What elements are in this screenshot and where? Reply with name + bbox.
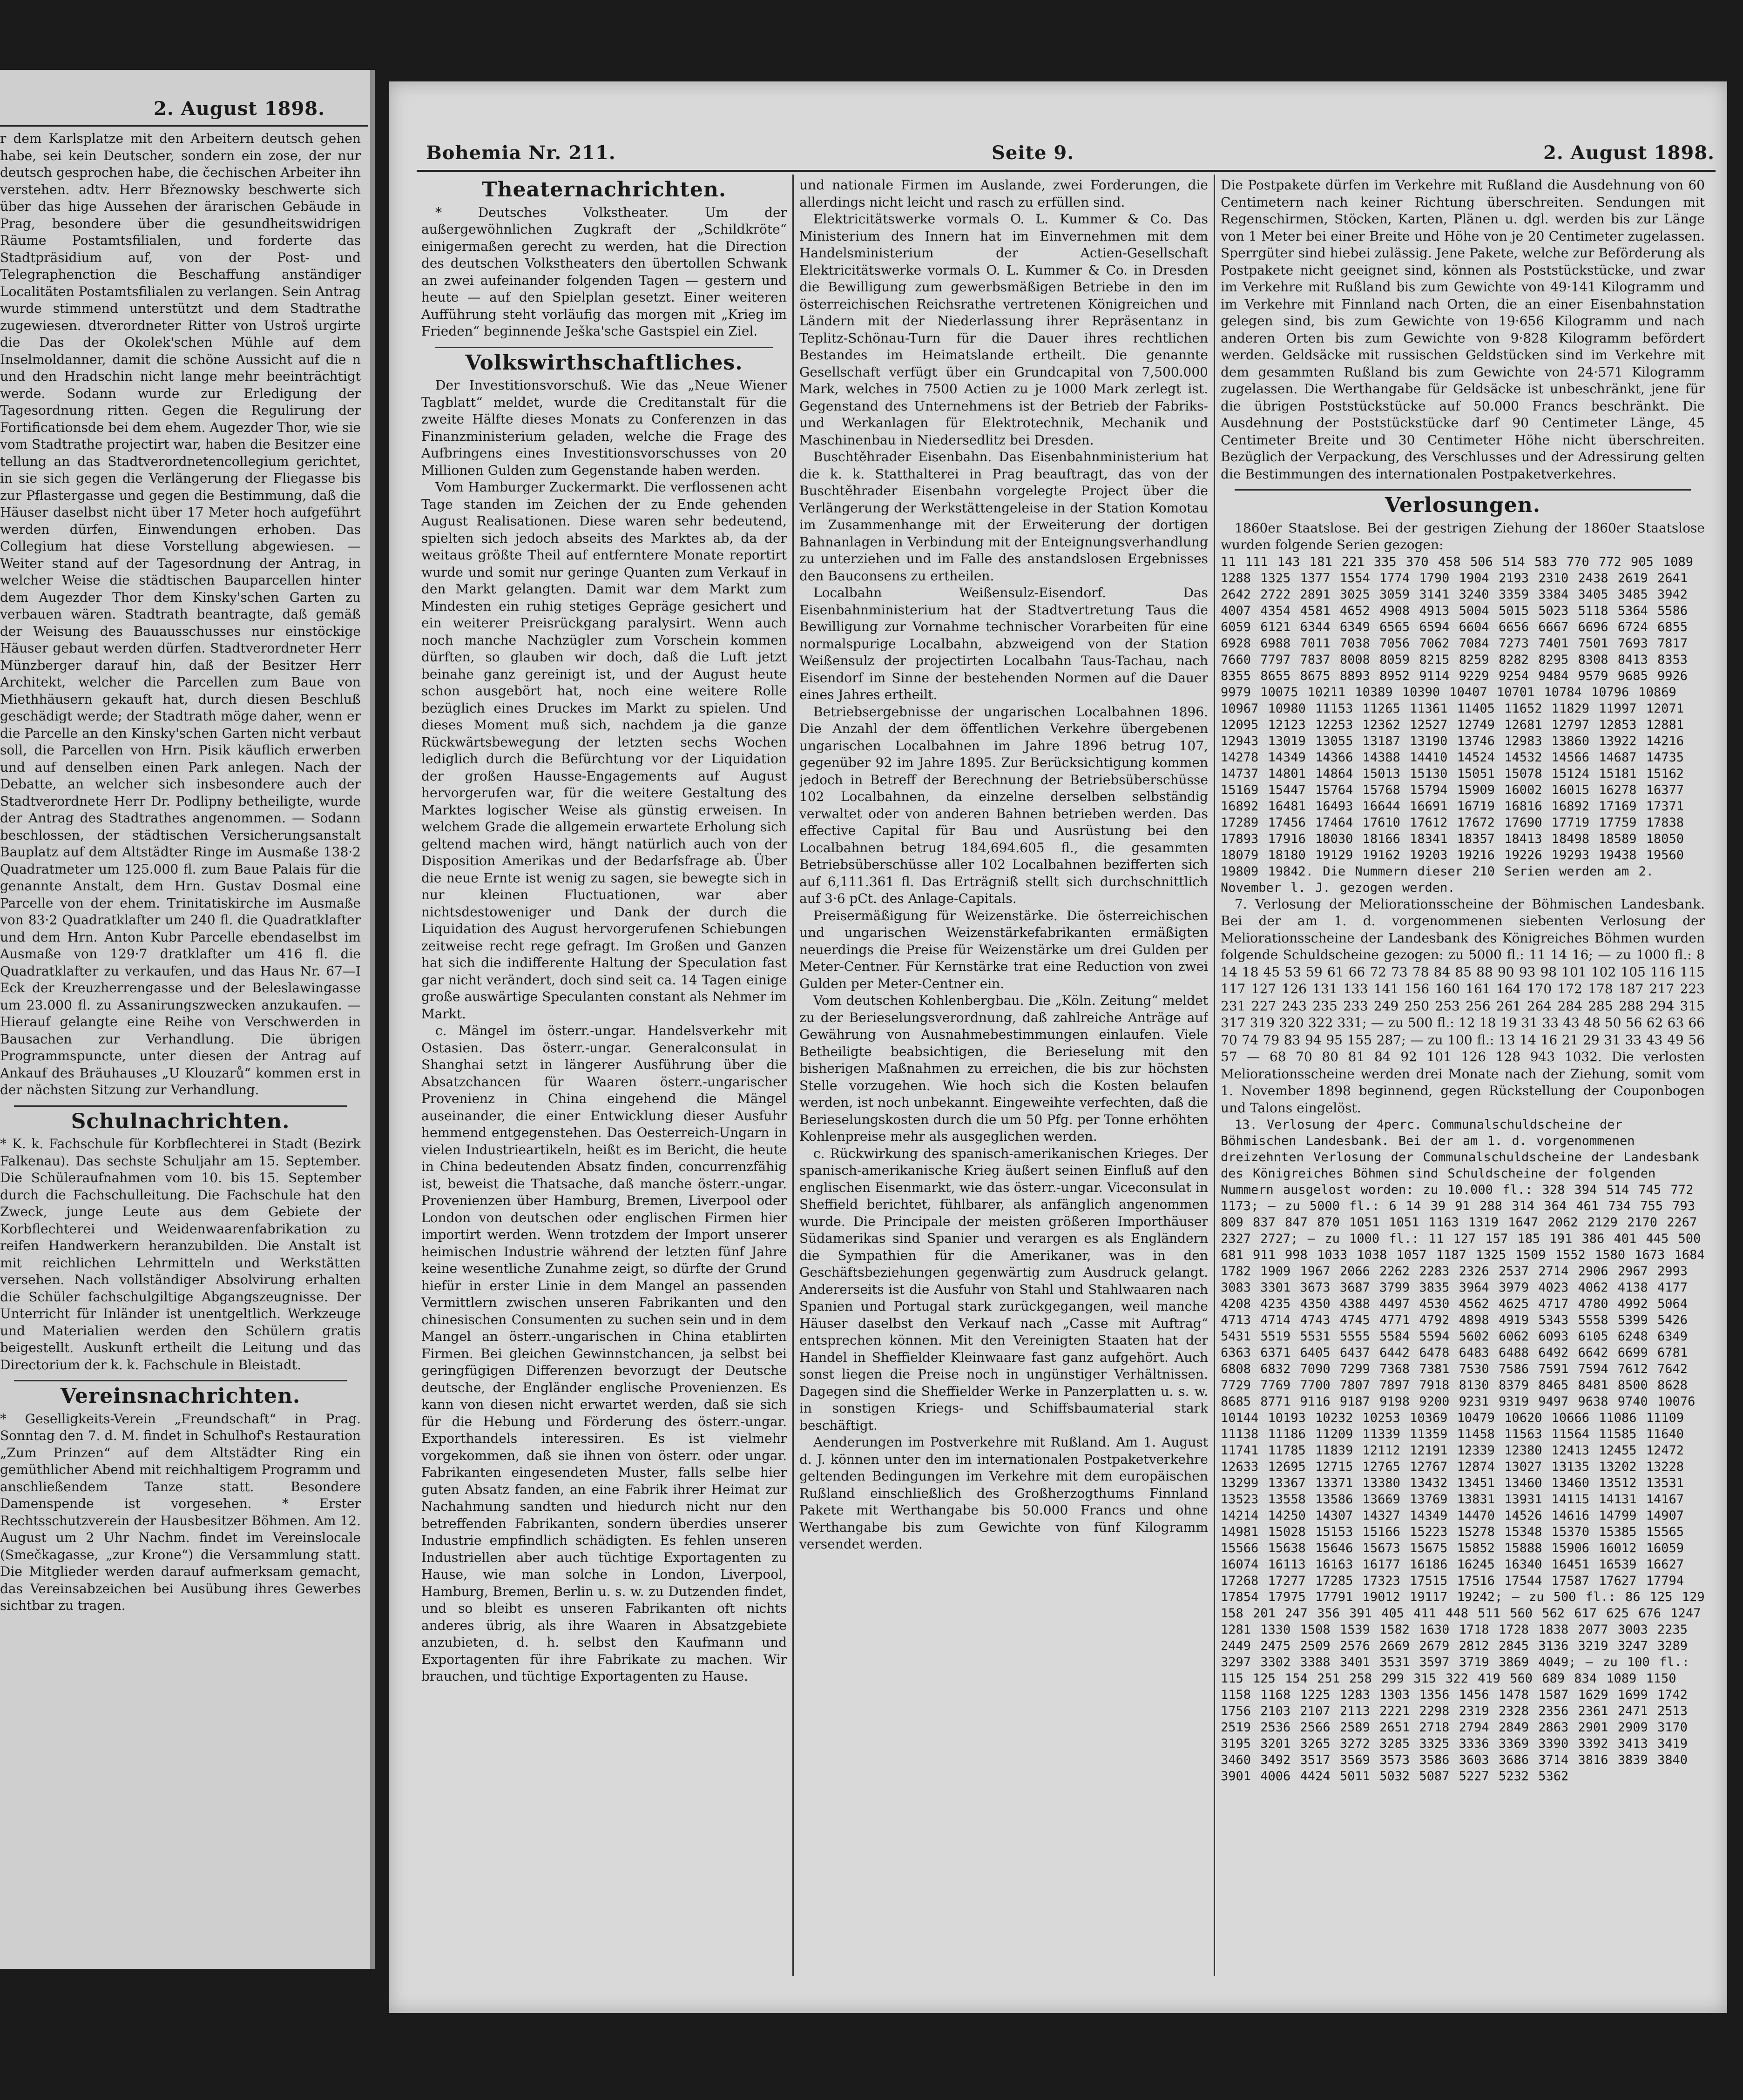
school-news-heading: Schulnachrichten. [71, 1109, 290, 1133]
hungarian-railways-article: Betriebsergebnisse der ungarischen Localbahnen 1896. Die Anzahl der dem öffentlichen Verkehre übergebenen ungarischen Localbahnen im Jahre 1896 betrug 107, gegenüber 92 im Jahre 1895. Zur Berücksichtigung kommen jedoch in Betreff der Berechnung der Betriebsüberschüsse 102 Localbahnen, da einzelne derselben selbständig verwaltet oder von anderen Bahnen betrieben werden. Das effective Capital für Bau und Ausrüstung bei den Localbahnen betrug 184,694.605 fl., die gesammten Betriebsüberschüsse aller 102 Localbahnen bezifferten sich auf 6,111.361 fl. Das Erträgniß stellt sich durchschnittlich auf 3·6 pCt. des Anlage-Capitals. [799, 704, 1208, 906]
club-news-text: * Geselligkeits-Verein „Freundschaft“ in Prag. Sonntag den 7. d. M. findet in Schulhof's Restauration „Zum Prinzen“ auf dem Altstädter Ring ein gemüthlicher Abend mit reichhaltigem Programm und anschließendem Tanze statt. Besondere Damenspende ist vorgesehen. * Erster Rechtsschutzverein der Hausbesitzer Böhmen. Am 12. August um 2 Uhr Nachm. findet im Vereinslocale (Smečkagasse, „zur Krone“) die Versammlung statt. Die Mitglieder werden darauf aufmerksam gemacht, das Vereinsabzeichen bei Ausübung ihres Gewerbes sichtbar zu tragen. [0, 1411, 361, 1613]
war-impact-article: c. Rückwirkung des spanisch-amerikanischen Krieges. Der spanisch-amerikanische Krieg äußert seinen Einfluß auf den englischen Eisenmarkt, wie das österr.-ungar. Viceconsulat in Sheffield berichtet, fühlbarer, als anfänglich angenommen wurde. Die Principale der meisten größeren Importhäuser Südamerikas sind Spanier und verargen es als Engländern die Sympathien für die Amerikaner, was in den Geschäftsbeziehungen gegenwärtig zum Ausdruck gelangt. Andererseits ist die Ausfuhr von Stahl und Stahlwaaren nach Spanien und Portugal stark zurückgegangen, weil manche Häuser daselbst den Verkauf nach „Casse mit Auftrag“ entsprechen können. Mit den Vereinigten Staaten hat der Handel in Sheffielder Kleinwaare fast ganz aufgehört. Auch sonst liegen die Preise noch in ungünstiger Verhältnissen. Dagegen sind die Sheffielder Werke in Panzerplatten u. s. w. in sonstigen Kriegs- und Schiffsbaumaterial stark beschäftigt. [799, 1145, 1208, 1433]
col2-continuation: und nationale Firmen im Auslande, zwei Forderungen, die allerdings nicht leicht und rasch zu erfüllen sind. [799, 177, 1208, 210]
column-1 [421, 177, 787, 1973]
left-page [0, 70, 375, 1969]
header-rule [417, 170, 1716, 172]
sugar-market-article: Vom Hamburger Zuckermarkt. Die verflossenen acht Tage standen im Zeichen der zu Ende gehenden August Realisationen. Diese waren sehr bedeutend, spielten sich jedoch abseits des Marktes ab, da der weitaus größte Theil auf entferntere Monate reportirt wurde und somit nur geringe Quanten zum Verkauf in den Markt gelangten. Damit war dem Markt zum Mindesten ein ruhig stetiges Gepräge gesichert und ein weiterer Preisrückgang paralysirt. Wenn auch noch manche Nachzügler zum Vorschein kommen dürften, so glauben wir doch, daß die Luft jetzt beinahe ganz gereinigt ist, und der August heute schon ausgebört hat, noch eine weitere Rolle bezüglich eines Druckes im Markt zu spielen. Und dieses Moment muß sich, nachdem ja die ganze Rückwärtsbewegung der letzten sechs Wochen lediglich durch die Befürchtung vor der Liquidation der großen Hausse-Engagements auf August hervorgerufen war, für die weitere Gestaltung des Marktes logischer Weise als günstig erweisen. In welchem Grade die allgemein erwartete Erholung sich geltend machen wird, hängt natürlich auch von der Disposition Amerikas und der Bedarfsfrage ab. Über die neue Ernte ist wenig zu sagen, sie bewegte sich in nur kleinen Fluctuationen, war aber nichtsdestoweniger und Dank der durch die Liquidation des August hervorgerufenen Schiebungen zeitweise recht rege gefragt. Im Großen und Ganzen hat sich die indifferente Haltung der Speculation fast gar nicht verändert, doch sind seit ca. 14 Tagen einige große auswärtige Speculanten constant als Nehmer im Markt. [421, 479, 787, 1022]
section-rule-econ [435, 347, 773, 348]
wheat-starch-article: Preisermäßigung für Weizenstärke. Die österreichischen und ungarischen Weizenstärkefabrikanten ermäßigten neuerdings die Preise für Weizenstärke um drei Gulden per Meter-Centner. Für Kernstärke trat eine Reduction von zwei Gulden per Meter-Centner ein. [799, 908, 1208, 991]
left-page-column [0, 130, 361, 1955]
theater-text: * Deutsches Volkstheater. Um der außergewöhnlichen Zugkraft der „Schildkröte“ einigermaßen gerecht zu werden, hat die Direction des deutschen Volkstheaters den übertollen Schwank an zwei aufeinander folgenden Tagen — gestern und heute — auf den Spielplan gesetzt. Einer weiteren Aufführung steht vorläufig das morgen mit „Krieg im Frieden“ beginnende Ješka'sche Gastspiel ein Ziel. [421, 204, 787, 339]
paper-issue: Bohemia Nr. 211. [426, 142, 616, 164]
school-news-text: * K. k. Fachschule für Korbflechterei in Stadt (Bezirk Falkenau). Das sechste Schuljahr am 15. September. Die Schüleraufnahmen vom 10. bis 15. September durch die Fachschulleitung. Die Fachschule hat den Zweck, junge Leute aus dem Gebiete der Korbflechterei und Weidenwaarenfabrikation zu reifen Handwerkern heranzubilden. Die Anstalt ist mit reichlichen Lehrmitteln und Werkstätten versehen. Nach vollständiger Absolvirung erhalten die Schüler fachschulgiltige Abgangszeugnisse. Der Unterricht für Inländer ist unentgeltlich. Werkzeuge und Materialien werden den Schülern gratis beigestellt. Auskunft ertheilt die Leitung und das Directorium der k. k. Fachschule in Bleistadt. [0, 1136, 361, 1373]
investment-article: Der Investitionsvorschuß. Wie das „Neue Wiener Tagblatt“ meldet, wurde die Creditanstalt für die zweite Hälfte dieses Monats zu Conferenzen in das Finanzministerium geladen, welche die Frage des Aufbringens eines Investitionsvorschusses von 20 Millionen Gulden zum Gegenstande haben werden. [421, 377, 787, 478]
communal-draw-text: 13. Verlosung der 4perc. Communalschuldscheine der Böhmischen Landesbank. Bei der am 1. d. vorgenommenen dreizehnten Verlosung der Communalschuldscheine der Landesbank des Königreiches Böhmen sind Schuldscheine der folgenden Nummern ausgelost worden: zu 10.000 fl.: 328 394 514 745 772 1173; — zu 5000 fl.: 6 14 39 91 288 314 364 461 734 755 793 809 837 847 870 1051 1051 1163 1319 1647 2062 2129 2170 2267 2327 2727; — zu 1000 fl.: 11 127 157 185 191 386 401 445 500 681 911 998 1033 1038 1057 1187 1325 1509 1552 1580 1673 1684 1782 1909 1967 2066 2262 2283 2326 2537 2714 2906 2967 2993 3083 3301 3673 3687 3799 3835 3964 3979 4023 4062 4138 4177 4208 4235 4350 4388 4497 4530 4562 4625 4717 4780 4992 5064 4713 4714 4743 4745 4771 4792 4898 4919 5343 5558 5399 5426 5431 5519 5531 5555 5584 5594 5602 6062 6093 6105 6248 6349 6363 6371 6405 6437 6442 6478 6483 6488 6492 6642 6699 6781 6808 6832 7090 7299 7368 7381 7530 7586 7591 7594 7612 7642 7729 7769 7700 7807 7897 7918 8130 8379 8465 8481 8500 8628 8685 8771 9116 9187 9198 9200 9231 9319 9497 9638 9740 10076 10144 10193 10232 10253 10369 10479 10620 10666 11086 11109 11138 11186 11209 11339 11359 11458 11563 11564 11585 11640 11741 11785 11839 12112 12191 12339 12380 12413 12455 12472 12633 12695 12715 12765 12767 12874 13027 13135 13202 13228 13299 13367 13371 13380 13432 13451 13460 13460 13512 13531 13523 13558 13586 13669 13769 13831 13931 14115 14131 14167 14214 14250 14307 14327 14349 14470 14526 14616 14799 14907 14981 15028 15153 15166 15223 15278 15348 15370 15385 15565 15566 15638 15646 15673 15675 15852 15888 15906 16012 16059 16074 16113 16163 16177 16186 16245 16340 16451 16539 16627 17268 17277 17285 17323 17515 17516 17544 17587 17627 17794 17854 17975 17791 19012 19117 19242; — zu 500 fl.: 86 125 129 158 201 247 356 391 405 411 448 511 560 562 617 625 676 1247 1281 1330 1508 1539 1582 1630 1718 1728 1838 2077 3003 2235 2449 2475 2509 2576 2669 2679 2812 2845 3136 3219 3247 3289 3297 3302 3388 3401 3531 3597 3719 3869 4049; — zu 100 fl.: 115 125 154 251 258 299 315 322 419 560 689 834 1089 1150 1158 1168 1225 1283 1303 1356 1456 1478 1587 1629 1699 1742 1756 2103 2107 2113 2221 2298 2319 2328 2356 2361 2471 2513 2519 2536 2566 2589 2651 2718 2794 2849 2863 2901 2909 3170 3195 3201 3265 3272 3285 3325 3336 3369 3390 3392 3413 3419 3460 3492 3517 3569 3573 3586 3603 3686 3714 3816 3839 3840 3901 4006 4424 5011 5032 5087 5227 5232 5362 [1221, 1117, 1705, 1784]
left-header-rule [0, 125, 368, 127]
lottery-series-numbers: 11 111 143 181 221 335 370 458 506 514 583 770 772 905 1089 1288 1325 1377 1554 1774 1790 1904 2193 2310 2438 2619 2641 2642 2722 2891 3025 3059 3141 3240 3359 3384 3405 3485 3942 4007 4354 4581 4652 4908 4913 5004 5015 5023 5118 5364 5586 6059 6121 6344 6349 6565 6594 6604 6656 6667 6696 6724 6855 6928 6988 7011 7038 7056 7062 7084 7273 7401 7501 7693 7817 7660 7797 7837 8008 8059 8215 8259 8282 8295 8308 8413 8353 8355 8655 8675 8893 8952 9114 9229 9254 9484 9579 9685 9926 9979 10075 10211 10389 10390 10407 10701 10784 10796 10869 10967 10980 11153 11265 11361 11405 11652 11829 11997 12071 12095 12123 12253 12362 12527 12749 12681 12797 12853 12881 12943 13019 13055 13187 13190 13746 12983 13860 13922 14216 14278 14349 14366 14388 14410 14524 14532 14566 14687 14735 14737 14801 14864 15013 15130 15051 15078 15124 15181 15162 15169 15447 15764 15768 15794 15909 16002 16015 16278 16377 16892 16481 16493 16644 16691 16719 16816 16892 17169 17371 17289 17456 17464 17610 17612 17672 17690 17719 17759 17838 17893 17916 18030 18166 18341 18357 18413 18498 18589 18050 18079 18180 19129 19162 19203 19216 19226 19293 19438 19560 19809 19842. Die Nummern dieser 210 Serien werden am 2. November l. J. gezogen werden. [1221, 554, 1694, 895]
column-3 [1221, 177, 1705, 1973]
left-page-date: 2. August 1898. [154, 98, 325, 120]
electricity-works-article: Elektricitätswerke vormals O. L. Kummer & Co. Das Ministerium des Innern hat im Einvernehmen mit dem Handelsministerium der Actien-Gesellschaft Elektricitätswerke vormals O. L. Kummer & Co. in Dresden die Bewilligung zum gewerbsmäßigen Betriebe in den im österreichischen Reichsrathe vertretenen Königreichen und Ländern mit der Niederlassung ihrer Repräsentanz in Teplitz-Schönau-Turn für die Dauer ihres rechtlichen Bestandes im Heimatslande ertheilt. Die genannte Gesellschaft verfügt über ein Grundcapital von 7,500.000 Mark, welches in 7500 Actien zu je 1000 Mark zerlegt ist. Gegenstand des Unternehmens ist der Betrieb der Fabriks- und Werkanlagen für Elektrotechnik, Mechanik und Maschinenbau in Niedersedlitz bei Dresden. [799, 211, 1208, 448]
page-gutter [370, 70, 375, 1969]
section-rule-lots [1235, 489, 1691, 491]
left-section-rule-1 [14, 1105, 347, 1107]
column-divider-1 [792, 175, 794, 1976]
buschtehrad-railway-article: Buschtěhrader Eisenbahn. Das Eisenbahnministerium hat die k. k. Statthalterei in Prag beauftragt, das von der Buschtěhrader Eisenbahn vorgelegte Project über die Verlängerung der Werkstättengeleise in der Station Komotau im Zusammenhange mit der Erweiterung der dortigen Bahnanlagen in Verbindung mit der Enteignungsverhandlung zu unterziehen und im Falle des anstandslosen Ergebnisses den Bauconsens zu ertheilen. [799, 449, 1208, 584]
page-date: 2. August 1898. [1543, 142, 1715, 164]
melioration-draw-text: 7. Verlosung der Meliorationsscheine der Böhmischen Landesbank. Bei der am 1. d. vorgenommenen siebenten Verlosung der Meliorationsscheine der Landesbank des Königreiches Böhmen wurden folgende Schuldscheine gezogen: zu 5000 fl.: 11 14 16; — zu 1000 fl.: 8 14 18 45 53 59 61 66 72 73 78 84 85 88 90 93 98 101 102 105 116 115 117 127 126 131 133 141 156 160 161 164 170 172 178 187 217 223 231 227 243 235 233 249 250 253 256 261 264 284 285 288 294 315 317 319 320 322 331; — zu 500 fl.: 12 18 19 31 33 43 48 50 56 62 63 66 70 74 79 83 94 95 155 287; — zu 100 fl.: 13 14 16 21 29 31 33 43 49 56 57 — 68 70 80 81 84 92 101 126 128 943 1032. Die verlosten Meliorationsscheine werden drei Monate nach der Ziehung, somit vom 1. November 1898 beginnend, gegen Rückstellung der Couponbogen und Talons eingelöst. [1221, 896, 1705, 1116]
economy-heading: Volkswirthschaftliches. [465, 350, 743, 375]
column-2 [799, 177, 1208, 1973]
main-page [389, 81, 1727, 2013]
postal-continuation: Die Postpakete dürfen im Verkehre mit Rußland die Ausdehnung von 60 Centimetern nach keiner Richtung überschreiten. Sendungen mit Regenschirmen, Stöcken, Karten, Plänen u. dgl. werden bis zur Länge von 1 Meter bei einer Breite und Höhe von je 20 Centimeter zugelassen. Sperrgüter sind hiebei zulässig. Jene Pakete, welche zur Beförderung als Postpakete nicht geeignet sind, können als Poststückstücke, und zwar im Verkehre mit Rußland bis zum Gewichte von 49·141 Kilogramm und im Verkehre mit Finnland nach Orten, die an einer Eisenbahnstation gelegen sind, bis zum Gewichte von 19·656 Kilogramm und nach anderen Orten bis zum Gewichte von 9·828 Kilogramm befördert werden. Geldsäcke mit russischen Geldstücken sind im Verkehre mit dem gesammten Rußland bis zum Gewichte von 24·571 Kilogramm zugelassen. Die Werthangabe für Geldsäcke ist unbeschränkt, jene für die übrigen Poststückstücke auf 50.000 Francs beschränkt. Die Ausdehnung der Poststückstücke darf 90 Centimeter Länge, 45 Centimeter Breite und 30 Centimeter Höhe nicht überschreiten. Bezüglich der Verpackung, des Verschlusses und der Adressirung gelten die Bestimmungen des internationalen Postpaketverkehres. [1221, 177, 1705, 482]
postal-russia-article: Aenderungen im Postverkehre mit Rußland. Am 1. August d. J. können unter den im internationalen Postpaketverkehre geltenden Bedingungen im Verkehre mit dem europäischen Rußland einschließlich des Großherzogthums Finnland Pakete mit Werthangabe bis 50.000 Francs und ohne Werthangabe bis zum Gewichte von fünf Kilogramm versendet werden. [799, 1434, 1208, 1552]
left-council-report: r dem Karlsplatze mit den Arbeitern deutsch gehen habe, sei kein Deutscher, sondern ein zose, der nur deutsch gesprochen habe, die čechischen Arbeiter ihn verstehen. adtv. Herr Březnowsky beschwerte sich über das hige Aussehen der ärarischen Gebäude in Prag, besondere über die gesundheitswidrigen Räume Postamtsfilialen, und forderte das Stadtpräsidium auf, von der Post- und Telegraphenction die Beschaffung anständiger Localitäten Postamtsfilialen zu verlangen. Sein Antrag wurde stimmend unterstützt und dem Stadtrathe zugewiesen. dtverordneter Ritter von Ustroš urgirte die Das der Okolek'schen Mühle auf dem Inselmoldanner, damit die schöne Aussicht auf die n und den Hradschin nicht lange mehr beeinträchtigt werde. Sodann wurde zur Erledigung der Tagesordnung ritten. Gegen die Regulirung der Fortificationsde bei dem ehem. Augezder Thor, wie sie vom Stadtrathe projectirt war, haben die Besitzer eine tellung an das Stadtverordnetencollegium gerichtet, in sie sich gegen die Verlängerung der Fliegasse bis zur Pflastergasse und gegen die Bestimmung, daß die Häuser daselbst nicht über 17 Meter hoch aufgeführt werden dürfen, Einwendungen erhoben. Das Collegium hat diese Vorstellung abgewiesen. — Weiter stand auf der Tagesordnung der Antrag, in welcher Weise die städtischen Bauparcellen hinter dem Augezder Thor dem Kinsky'schen Garten zu verbauen wären. Stadtrath beantragte, daß gemäß der Weisung des Bauausschusses nur einstöckige Häuser gebaut werden dürfen. Stadtverordneter Herr Münzberger darauf hin, daß der Besitzer Herr Architekt, welcher die Parcellen zum Baue von Miethhäusern gekauft hat, durch diesen Beschluß geschädigt werde; der Stadtrath möge daher, wenn er die Parcelle an den Kinsky'schen Garten nicht verbaut soll, die Parcellen von Hrn. Pisik käuflich erwerben und auf denselben einen Park anlegen. Nach der Debatte, an welcher sich insbesondere auch der Stadtverordnete Herr Dr. Podlipny betheiligte, wurde der Antrag des Stadtrathes angenommen. — Sodann beschlossen, der städtischen Versicherungsanstalt Bauplatz auf dem Altstädter Ringe im Ausmaße 138·2 Quadratmeter um 125.000 fl. zum Baue Palais für die genannte Anstalt, dem Hrn. Gustav Dosmal eine Parcelle von der ehem. Trinitatiskirche im Ausmaße von 83·2 Quadratklafter um 240 fl. die Quadratklafter und dem Hrn. Anton Kubr Parcelle ebendaselbst im Ausmaße von 129·7 dratklafter um 416 fl. die Quadratklafter zu verkaufen, und das Haus Nr. 67—I Eck der Kreuzherrengasse und der Beleslawingasse um 23.000 fl. zu Assanirungszwecken anzukaufen. — Hierauf gelangte eine Reihe von Verschwerden in Bausachen zur Verhandlung. Die übrigen Programmspuncte, unter diesen der Antrag auf Ankauf des Bräuhauses „U Klouzarů“ kommen erst in der nächsten Sitzung zur Verhandlung. [0, 131, 361, 1097]
column-divider-2 [1214, 175, 1215, 1976]
page-number: Seite 9. [992, 142, 1074, 164]
east-asia-trade-article: c. Mängel im österr.-ungar. Handelsverkehr mit Ostasien. Das österr.-ungar. Generalconsulat in Shanghai setzt in längerer Ausführung über die Absatzchancen für Waaren österr.-ungarischer Provenienz in China eingehend die Mängel auseinander, die einer Entwicklung dieser Ausfuhr hemmend entgegenstehen. Das Oesterreich-Ungarn in vielen Industrieartikeln, heißt es im Bericht, die heute in China bedeutenden Absatz finden, concurrenzfähig ist, beweist die Thatsache, daß manche österr.-ungar. Provenienzen über Hamburg, Bremen, Liverpool oder London von deutschen oder englischen Firmen hier importirt werden. Wenn trotzdem der Import unserer heimischen Industrie während der letzten fünf Jahre keine wesentliche Zunahme zeigt, so dürfte der Grund hiefür in erster Linie in dem Mangel an passenden Vermittlern zwischen unseren Fabrikanten und den chinesischen Consumenten zu suchen sein und in dem Mangel an österr.-ungarischen in China etablirten Firmen. Bei gleichen Gewinnstchancen, ja selbst bei geringfügigen Differenzen bevorzugt der Deutsche deutsche, der Engländer englische Provenienzen. Es kann von diesen nicht erwartet werden, daß sie sich für die Hebung und Förderung des österr.-ungar. Exporthandels interessiren. Es ist vielmehr vorgekommen, daß sie ihnen von österr. oder ungar. Fabrikanten eingesendeten Muster, falls selbe hier guten Absatz fanden, an eine Fabrik ihrer Heimat zur Nachahmung sandten und hiedurch nicht nur den betreffenden Fabrikanten, sondern überdies unserer Industrie empfindlich schädigten. Es fehlen unseren Industriellen aber auch tüchtige Exportagenten zu Hause, wie man solche in London, Liverpool, Hamburg, Bremen, Berlin u. s. w. zu Dutzenden findet, und so bleibt es unseren Fabrikanten oft nichts anderes übrig, als ihre Waaren in Absatzgebiete anzubieten, d. h. selbst den Kaufmann und Exportagenten für ihre Fabrikate zu machen. Wir brauchen, und tüchtige Exportagenten zu Hause. [421, 1023, 787, 1684]
local-railway-article: Localbahn Weißensulz-Eisendorf. Das Eisenbahnministerium hat der Stadtvertretung Taus die Bewilligung zur Vornahme technischer Vorarbeiten für eine normalspurige Localbahn, abzweigend von der Station Weißensulz der projectirten Localbahn Taus-Tachau, nach Eisendorf im Sinne der bestehenden Normen auf die Dauer eines Jahres ertheilt. [799, 585, 1208, 702]
club-news-heading: Vereinsnachrichten. [60, 1384, 301, 1408]
coal-mining-article: Vom deutschen Kohlenbergbau. Die „Köln. Zeitung“ meldet zu der Berieselungsverordnung, daß zahlreiche Anträge auf Gewährung von Ausnahmebestimmungen einlaufen. Viele Betheiligte beabsichtigen, die Berieselung mit den bisherigen Maßnahmen zu erreichen, die bis zur höchsten Stelle vorzugehen. Wie hoch sich die Kosten belaufen werden, ist noch unbekannt. Eingeweihte verfechten, daß die Berieselungskosten durch die um 50 Pfg. per Tonne erhöhten Kohlenpreise mehr als ausgeglichen werden. [799, 993, 1208, 1144]
lottery-intro: 1860er Staatslose. Bei der gestrigen Ziehung der 1860er Staatslose wurden folgende Serien gezogen: [1221, 520, 1705, 552]
left-section-rule-2 [14, 1380, 347, 1381]
lottery-heading: Verlosungen. [1385, 493, 1541, 517]
theater-heading: Theaternachrichten. [481, 178, 727, 202]
